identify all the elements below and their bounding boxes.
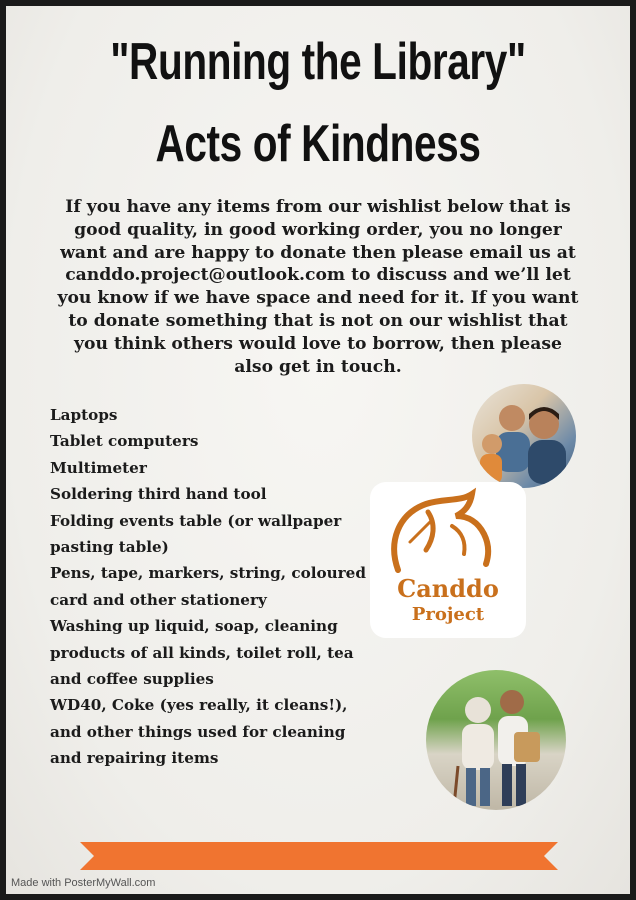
wishlist-item: Washing up liquid, soap, cleaning products of all kinds, toilet roll, tea and coffee supplies xyxy=(50,617,354,689)
title-line-1: "Running the Library" xyxy=(110,33,526,91)
wishlist-item: Soldering third hand tool xyxy=(50,485,267,504)
canddo-logo xyxy=(370,482,526,638)
children-photo xyxy=(472,384,576,488)
wishlist-item: Tablet computers xyxy=(50,432,199,451)
wishlist-item: Multimeter xyxy=(50,458,147,477)
orange-ribbon xyxy=(80,842,558,870)
title-line-2: Acts of Kindness xyxy=(155,115,481,173)
wishlist-item: WD40, Coke (yes really, it cleans!), and other things used for cleaning and repairing items xyxy=(50,696,348,768)
logo-horse-icon xyxy=(370,482,526,582)
wishlist-item: Folding events table (or wallpaper pasting table) xyxy=(50,511,342,557)
wishlist-item: Laptops xyxy=(50,406,118,424)
footer-credit: Made with PosterMyWall.com xyxy=(11,877,156,889)
intro-paragraph: If you have any items from our wishlist below that is good quality, in good working order, you no longer want and are happy to donate then please email us at canddo.project@outlook.com to discuss and we’ll let you know if we have space and need for it. If you want to donate something that is not on our wishlist that you think others would love to borrow, then please also get in touch. xyxy=(57,197,579,377)
helper-photo xyxy=(426,670,566,810)
poster xyxy=(6,6,630,894)
logo-text-canddo: Canddo xyxy=(397,574,499,603)
logo-text-project: Project xyxy=(411,604,485,625)
wishlist xyxy=(50,402,380,772)
wishlist-item: Pens, tape, markers, string, coloured card and other stationery xyxy=(50,564,366,609)
